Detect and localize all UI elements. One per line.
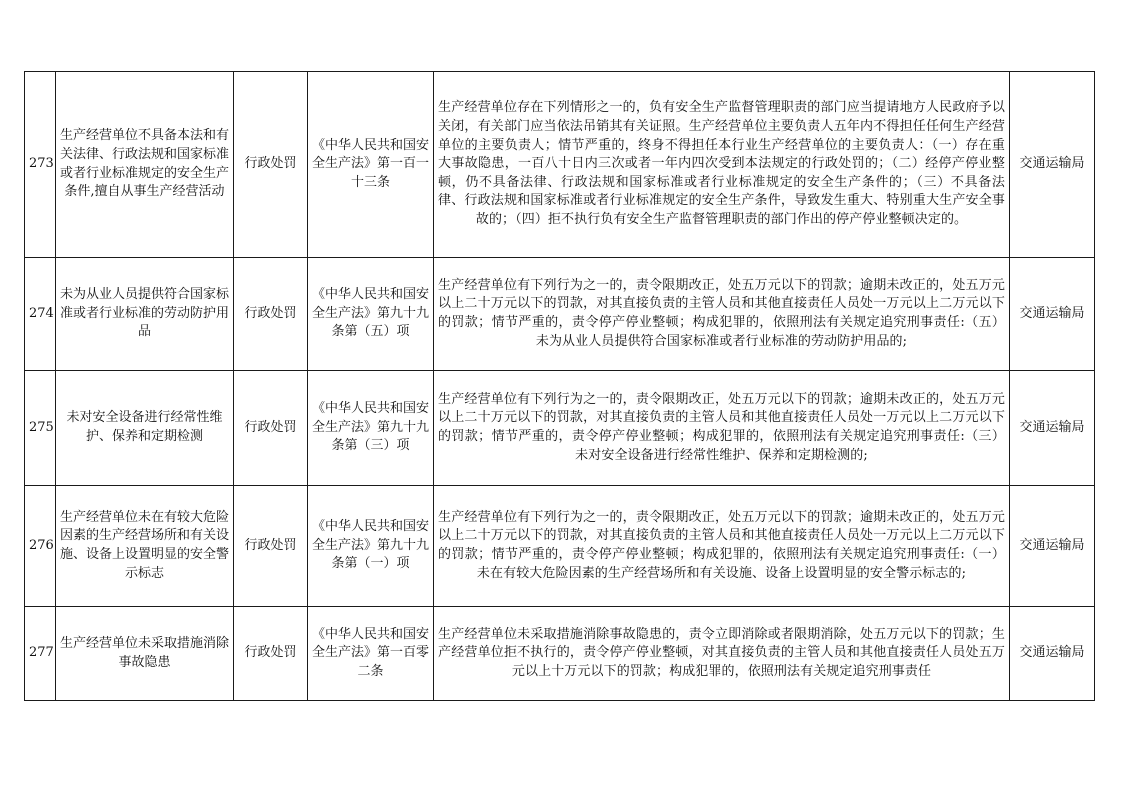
legal-basis: 《中华人民共和国安全生产法》第九十九条第（三）项 xyxy=(308,371,434,486)
table-row xyxy=(25,371,1095,486)
item-name: 未为从业人员提供符合国家标准或者行业标准的劳动防护用品 xyxy=(56,258,234,371)
responsible-department: 交通运输局 xyxy=(1010,258,1095,371)
penalty-content: 生产经营单位存在下列情形之一的，负有安全生产监督管理职责的部门应当提请地方人民政府予以关闭，有关部门应当依法吊销其有关证照。生产经营单位主要负责人五年内不得担任任何生产经营单位的主要负责人；情节严重的，终身不得担任本行业生产经营单位的主要负责人：（一）存在重大事故隐患，一百八十日内三次或者一年内四次受到本法规定的行政处罚的；（二）经停产停业整顿，仍不具备法律、行政法规和国家标准或者行业标准规定的安全生产条件的；（三）不具备法律、行政法规和国家标准或者行业标准规定的安全生产条件，导致发生重大、特别重大生产安全事故的；（四）拒不执行负有安全生产监督管理职责的部门作出的停产停业整顿决定的。 xyxy=(434,72,1010,258)
responsible-department: 交通运输局 xyxy=(1010,371,1095,486)
item-number: 273 xyxy=(25,72,56,258)
item-name: 生产经营单位不具备本法和有关法律、行政法规和国家标准或者行业标准规定的安全生产条件,擅自从事生产经营活动 xyxy=(56,72,234,258)
penalty-content: 生产经营单位未采取措施消除事故隐患的，责令立即消除或者限期消除，处五万元以下的罚款；生产经营单位拒不执行的，责令停产停业整顿，对其直接负责的主管人员和其他直接责任人员处五万元以上十万元以下的罚款；构成犯罪的，依照刑法有关规定追究刑事责任 xyxy=(434,607,1010,701)
table-row xyxy=(25,607,1095,701)
table-row xyxy=(25,486,1095,607)
item-type: 行政处罚 xyxy=(234,72,308,258)
regulation-table xyxy=(24,71,1095,701)
legal-basis: 《中华人民共和国安全生产法》第一百一十三条 xyxy=(308,72,434,258)
responsible-department: 交通运输局 xyxy=(1010,72,1095,258)
item-number: 275 xyxy=(25,371,56,486)
legal-basis: 《中华人民共和国安全生产法》第九十九条第（五）项 xyxy=(308,258,434,371)
item-type: 行政处罚 xyxy=(234,486,308,607)
legal-basis: 《中华人民共和国安全生产法》第一百零二条 xyxy=(308,607,434,701)
item-name: 生产经营单位未在有较大危险因素的生产经营场所和有关设施、设备上设置明显的安全警示标志 xyxy=(56,486,234,607)
penalty-content: 生产经营单位有下列行为之一的，责令限期改正，处五万元以下的罚款；逾期未改正的，处五万元以上二十万元以下的罚款，对其直接负责的主管人员和其他直接责任人员处一万元以上二万元以下的罚款；情节严重的，责令停产停业整顿；构成犯罪的，依照刑法有关规定追究刑事责任:（一）未在有较大危险因素的生产经营场所和有关设施、设备上设置明显的安全警示标志的; xyxy=(434,486,1010,607)
item-number: 277 xyxy=(25,607,56,701)
item-number: 274 xyxy=(25,258,56,371)
item-type: 行政处罚 xyxy=(234,607,308,701)
item-type: 行政处罚 xyxy=(234,371,308,486)
table-row xyxy=(25,72,1095,258)
item-type: 行政处罚 xyxy=(234,258,308,371)
responsible-department: 交通运输局 xyxy=(1010,607,1095,701)
penalty-content: 生产经营单位有下列行为之一的，责令限期改正，处五万元以下的罚款；逾期未改正的，处五万元以上二十万元以下的罚款，对其直接负责的主管人员和其他直接责任人员处一万元以上二万元以下的罚款；情节严重的，责令停产停业整顿；构成犯罪的，依照刑法有关规定追究刑事责任:（五）未为从业人员提供符合国家标准或者行业标准的劳动防护用品的; xyxy=(434,258,1010,371)
legal-basis: 《中华人民共和国安全生产法》第九十九条第（一）项 xyxy=(308,486,434,607)
item-name: 生产经营单位未采取措施消除事故隐患 xyxy=(56,607,234,701)
item-number: 276 xyxy=(25,486,56,607)
responsible-department: 交通运输局 xyxy=(1010,486,1095,607)
penalty-content: 生产经营单位有下列行为之一的，责令限期改正，处五万元以下的罚款；逾期未改正的，处五万元以上二十万元以下的罚款，对其直接负责的主管人员和其他直接责任人员处一万元以上二万元以下的罚款；情节严重的，责令停产停业整顿；构成犯罪的，依照刑法有关规定追究刑事责任:（三）未对安全设备进行经常性维护、保养和定期检测的; xyxy=(434,371,1010,486)
table-row xyxy=(25,258,1095,371)
item-name: 未对安全设备进行经常性维护、保养和定期检测 xyxy=(56,371,234,486)
